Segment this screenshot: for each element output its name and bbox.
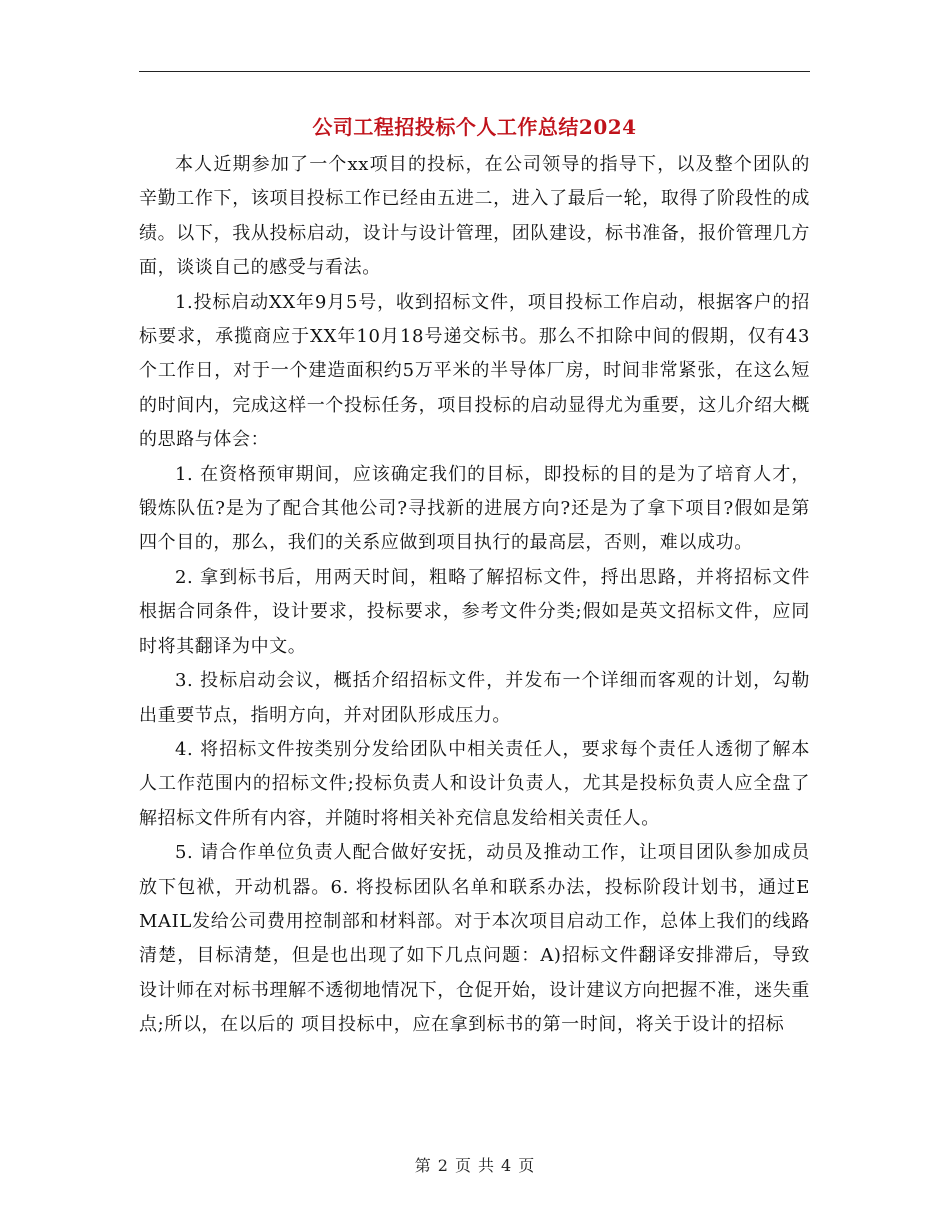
paragraph-item-2: 2. 拿到标书后，用两天时间，粗略了解招标文件，捋出思路，并将招标文件根据合同条件，设计要求，投标要求，参考文件分类;假如是英文招标文件，应同时将其翻译为中文。 xyxy=(139,566,810,657)
paragraph-item-4: 4. 将招标文件按类别分发给团队中相关责任人，要求每个责任人透彻了解本人工作范围内的招标文件;投标负责人和设计负责人，尤其是投标负责人应全盘了解招标文件所有内容，并随时将相关补充信息发给相关责任人。 xyxy=(139,738,810,829)
header-divider xyxy=(139,71,810,72)
document-body xyxy=(139,148,810,1043)
paragraph-item-1: 1. 在资格预审期间，应该确定我们的目标，即投标的目的是为了培育人才，锻炼队伍?是为了配合其他公司?寻找新的进展方向?还是为了拿下项目?假如是第四个目的，那么，我们的关系应做到项目执行的最高层，否则，难以成功。 xyxy=(139,463,810,554)
footer-prefix: 第 xyxy=(414,1156,432,1175)
paragraph-item-5: 5. 请合作单位负责人配合做好安抚，动员及推动工作，让项目团队参加成员放下包袱，开动机器。6. 将投标团队名单和联系办法，投标阶段计划书，通过EMAIL发给公司费用控制部和材料部。对于本次项目启动工作，总体上我们的线路清楚，目标清楚，但是也出现了如下几点问题：A)招标文件翻译安排滞后，导致设计师在对标书理解不透彻地情况下，仓促开始，设计建议方向把握不准，迷失重点;所以，在以后的 项目投标中，应在拿到标书的第一时间，将关于设计的招标 xyxy=(139,842,810,1036)
page-number-footer xyxy=(0,1154,950,1178)
footer-current-page: 2 xyxy=(437,1156,449,1175)
footer-suffix: 页 xyxy=(518,1156,536,1175)
paragraph-bid-launch: 1.投标启动XX年9月5号，收到招标文件，项目投标工作启动，根据客户的招标要求，承揽商应于XX年10月18号递交标书。那么不扣除中间的假期，仅有43个工作日，对于一个建造面积约5万平米的半导体厂房，时间非常紧张，在这么短的时间内，完成这样一个投标任务，项目投标的启动显得尤为重要，这儿介绍大概的思路与体会： xyxy=(139,291,810,451)
document-title: 公司工程招投标个人工作总结2024 xyxy=(312,115,637,139)
footer-page-word: 页 xyxy=(454,1156,472,1175)
paragraph-intro: 本人近期参加了一个xx项目的投标，在公司领导的指导下，以及整个团队的辛勤工作下，该项目投标工作已经由五进二，进入了最后一轮，取得了阶段性的成绩。以下，我从投标启动，设计与设计管理，团队建设，标书准备，报价管理几方面，谈谈自己的感受与看法。 xyxy=(139,154,810,279)
footer-total-pages: 4 xyxy=(501,1156,513,1175)
paragraph-item-3: 3. 投标启动会议，概括介绍招标文件，并发布一个详细而客观的计划，勾勒出重要节点，指明方向，并对团队形成压力。 xyxy=(139,670,810,726)
footer-total-word: 共 xyxy=(478,1156,496,1175)
